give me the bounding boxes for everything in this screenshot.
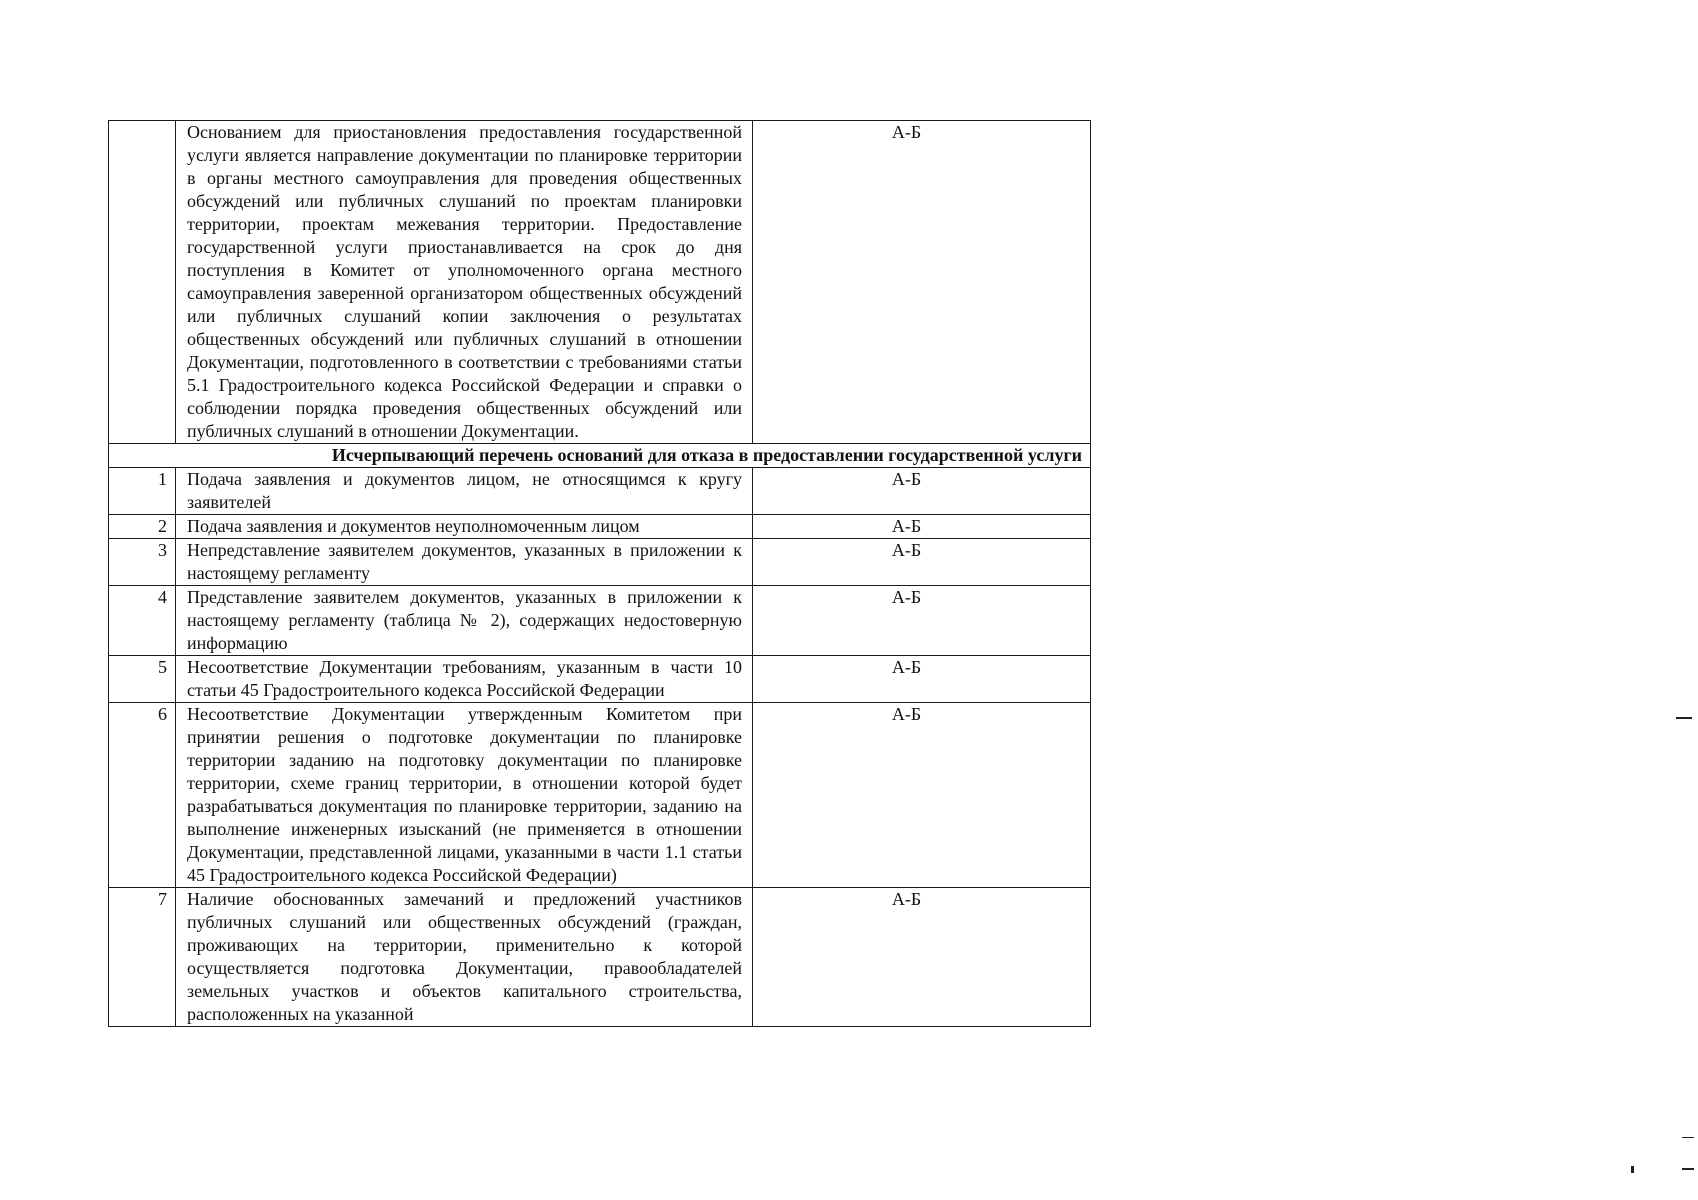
suspension-grounds-text: Основанием для приостановления предоставления государственной услуги является направление документации по планировке территории в органы местного самоуправления для проведения общественных обсуждений или публичных слушаний по проектам планировки территории, проектам межевания территории. Предоставление государственной услуги приостанавливается на срок до дня поступления в Комитет от уполномоченного органа местного самоуправления заверенной организатором общественных обсуждений или публичных слушаний копии заключения о результатах общественных обсуждений или публичных слушаний в отношении Документации, подготовленного в соответствии с требованиями статьи 5.1 Градостроительного кодекса Российской Федерации и справки о соблюдении порядка проведения общественных обсуждений или публичных слушаний в отношении Документации. [176,121,753,444]
document-table [108,120,1091,1027]
section-title: Исчерпывающий перечень оснований для отказа в предоставлении государственной услуги [109,444,1091,468]
row-code: А-Б [753,515,1091,539]
row-number: 5 [109,656,176,703]
table-row [109,586,1091,656]
row-text: Несоответствие Документации требованиям, указанным в части 10 статьи 45 Градостроительного кодекса Российской Федерации [176,656,753,703]
row-number: 6 [109,703,176,888]
row-number: 3 [109,539,176,586]
table-row [109,539,1091,586]
scan-artifact [1682,1168,1694,1170]
row-code: А-Б [753,539,1091,586]
section-header-row [109,444,1091,468]
row-text: Непредставление заявителем документов, указанных в приложении к настоящему регламенту [176,539,753,586]
row-code: А-Б [753,888,1091,1027]
row-number [109,121,176,444]
scan-artifact [1676,717,1692,719]
row-text: Наличие обоснованных замечаний и предложений участников публичных слушаний или общественных обсуждений (граждан, проживающих на территории, применительно к которой осуществляется подготовка Документации, правообладателей земельных участков и объектов капитального строительства, расположенных на указанной [176,888,753,1027]
row-code: А-Б [753,656,1091,703]
row-text: Представление заявителем документов, указанных в приложении к настоящему регламенту (таблица № 2), содержащих недостоверную информацию [176,586,753,656]
row-number: 7 [109,888,176,1027]
table-row [109,888,1091,1027]
table-row [109,515,1091,539]
row-number: 1 [109,468,176,515]
row-text: Подача заявления и документов неуполномоченным лицом [176,515,753,539]
row-number: 4 [109,586,176,656]
row-code: А-Б [753,468,1091,515]
row-text: Несоответствие Документации утвержденным Комитетом при принятии решения о подготовке документации по планировке территории заданию на подготовку документации по планировке территории, схеме границ территории, в отношении которой будет разрабатываться документация по планировке территории, заданию на выполнение инженерных изысканий (не применяется в отношении Документации, представленной лицами, указанными в части 1.1 статьи 45 Градостроительного кодекса Российской Федерации) [176,703,753,888]
row-code: А-Б [753,703,1091,888]
row-code: А-Б [753,586,1091,656]
scan-artifact [1631,1166,1634,1173]
table-row [109,656,1091,703]
table-row [109,703,1091,888]
row-text: Подача заявления и документов лицом, не относящимся к кругу заявителей [176,468,753,515]
table-row [109,468,1091,515]
scan-artifact [1682,1137,1694,1138]
row-number: 2 [109,515,176,539]
table-row-suspension [109,121,1091,444]
row-code: А-Б [753,121,1091,444]
